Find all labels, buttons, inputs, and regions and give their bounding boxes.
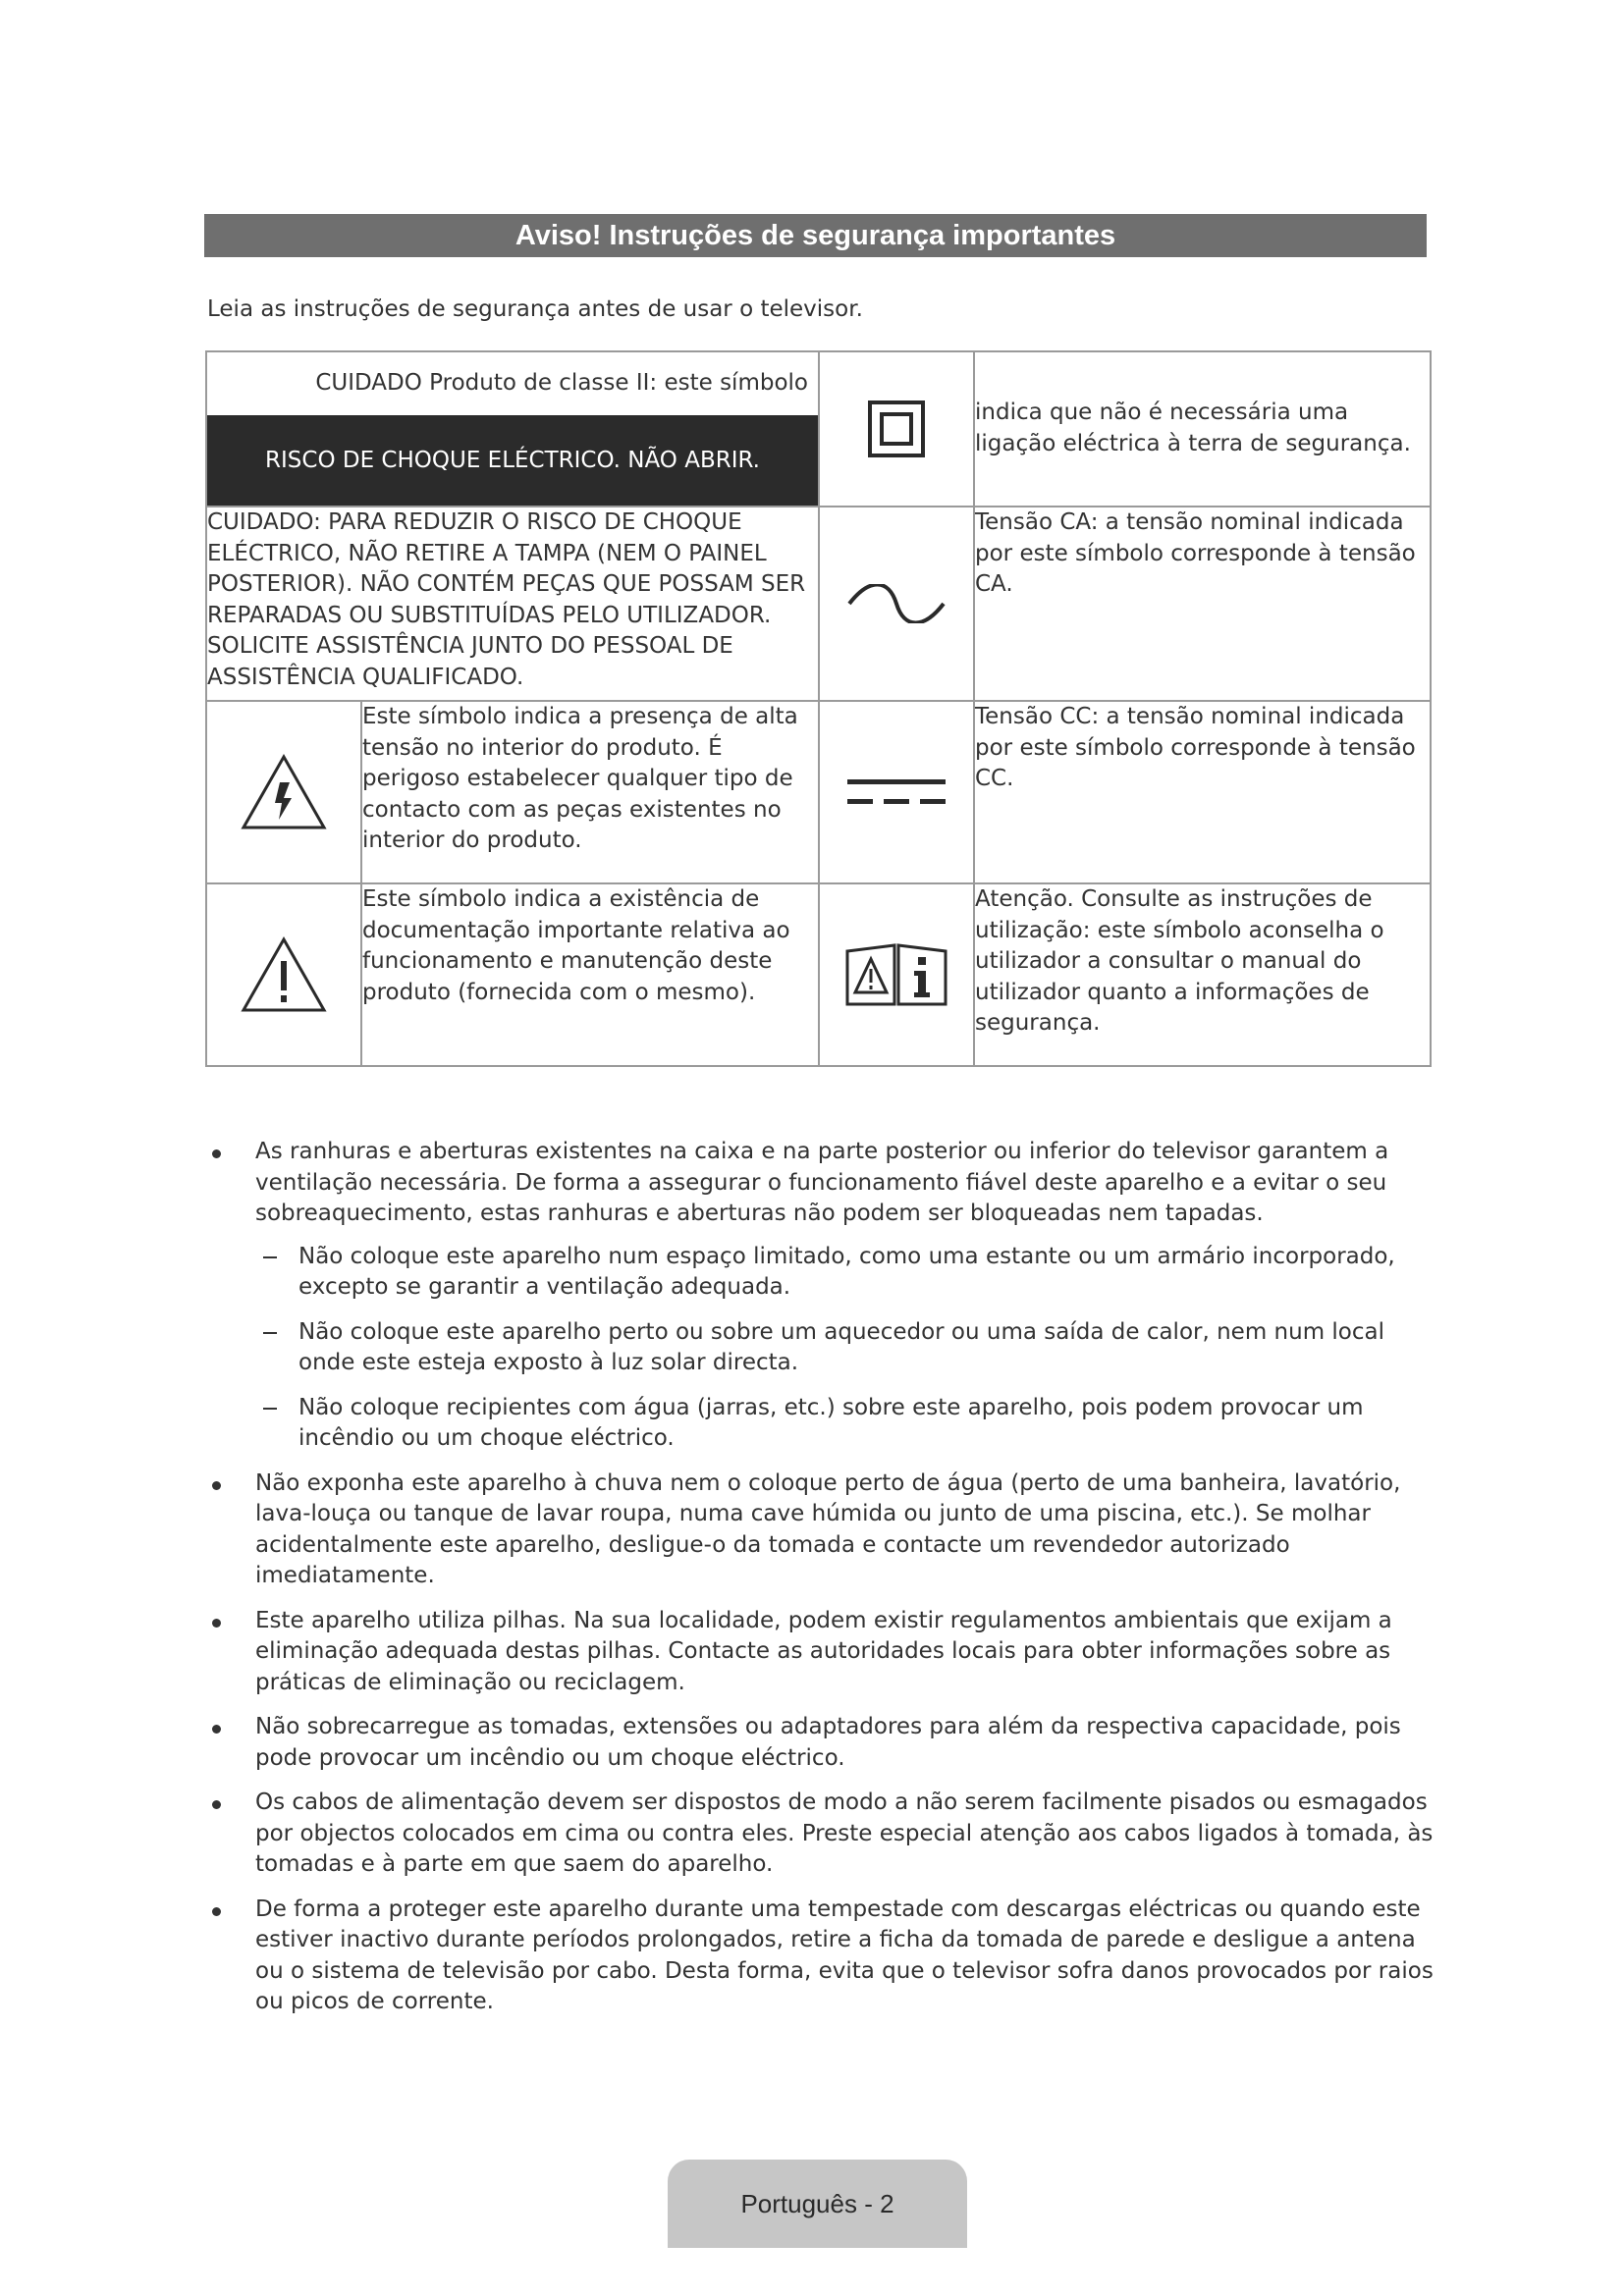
table-row: [206, 883, 1431, 1066]
class2-description: indica que não é necessária uma ligação eléctrica à terra de segurança.: [974, 351, 1431, 507]
safety-symbols-table: [205, 350, 1432, 1067]
high-voltage-icon-cell: [206, 701, 361, 883]
bullet-dot: [212, 1481, 221, 1490]
bullet-text: As ranhuras e aberturas existentes na caixa e na parte posterior ou inferior do televisor garantem a ventilação necessária. De forma a assegurar o funcionamento fiável deste aparelho e a evitar o seu sobreaquecimento, estas ranhuras e aberturas não podem ser bloqueadas nem tapadas.: [255, 1139, 1389, 1226]
bullet-dot: [212, 1800, 221, 1809]
table-row: [206, 701, 1431, 883]
list-item: [206, 1712, 1434, 1774]
risk-of-shock-banner: RISCO DE CHOQUE ELÉCTRICO. NÃO ABRIR.: [207, 415, 818, 506]
exclamation-warning-icon: [240, 935, 328, 1014]
list-item: [206, 1137, 1434, 1455]
documentation-description: Este símbolo indica a existência de documentação importante relativa ao funcionamento e manutenção deste produto (fornecida com o mesmo).: [361, 883, 819, 1066]
dash-marker: [263, 1408, 277, 1410]
high-voltage-description: Este símbolo indica a presença de alta tensão no interior do produto. É perigoso estabelecer qualquer tipo de contacto com as peças existentes no interior do produto.: [361, 701, 819, 883]
dash-marker: [263, 1256, 277, 1258]
dash-marker: [263, 1332, 277, 1334]
open-manual-icon: [843, 941, 949, 1008]
bullet-text: Não exponha este aparelho à chuva nem o coloque perto de água (perto de uma banheira, lavatório, lava-louça ou tanque de lavar roupa, numa cave húmida ou junto de uma piscina, etc.). Se molhar acidentalmente este aparelho, desligue-o da tomada e contacte um revendedor autorizado imediatamente.: [255, 1469, 1401, 1588]
sub-list-item: [255, 1242, 1434, 1304]
dc-symbol-icon: [845, 775, 947, 809]
sub-item-text: Não coloque recipientes com água (jarras, etc.) sobre este aparelho, pois podem provocar um incêndio ou um choque eléctrico.: [298, 1394, 1364, 1451]
bullet-dot: [212, 1619, 221, 1628]
sub-list-item: [255, 1317, 1434, 1379]
class2-icon-cell: [819, 351, 974, 507]
bullet-text: Não sobrecarregue as tomadas, extensões ou adaptadores para além da respectiva capacidade, pois pode provocar um incêndio ou um choque eléctrico.: [255, 1714, 1401, 1771]
ac-wave-icon: [845, 584, 947, 623]
manual-icon-cell: [819, 883, 974, 1066]
list-item: [206, 1606, 1434, 1699]
manual-description: Atenção. Consulte as instruções de utilização: este símbolo aconselha o utilizador a consultar o manual do utilizador quanto a informações de segurança.: [974, 883, 1431, 1066]
page-title: Aviso! Instruções de segurança importantes: [204, 214, 1427, 257]
table-row: [206, 351, 1431, 507]
ac-description: Tensão CA: a tensão nominal indicada por este símbolo corresponde à tensão CA.: [974, 507, 1431, 701]
ac-icon-cell: [819, 507, 974, 701]
bullet-dot: [212, 1149, 221, 1158]
bullet-text: De forma a proteger este aparelho durante uma tempestade com descargas eléctricas ou quando este estiver inactivo durante períodos prolongados, retire a ficha da tomada de parede e desligue a antena ou o sistema de televisão por cabo. Desta forma, evita que o televisor sofra danos provocados por raios ou picos de corrente.: [255, 1896, 1434, 2014]
bullet-text: Este aparelho utiliza pilhas. Na sua localidade, podem existir regulamentos ambientais que exijam a eliminação adequada destas pilhas. Contacte as autoridades locais para obter informações sobre as práticas de eliminação ou reciclagem.: [255, 1607, 1392, 1695]
sub-item-text: Não coloque este aparelho num espaço limitado, como uma estante ou um armário incorporado, excepto se garantir a ventilação adequada.: [298, 1243, 1395, 1300]
sub-list-item: [255, 1393, 1434, 1455]
risk-cell: [206, 351, 819, 507]
sub-item-text: Não coloque este aparelho perto ou sobre um aquecedor ou uma saída de calor, nem num local onde este esteja exposto à luz solar directa.: [298, 1318, 1384, 1375]
list-item: [206, 1788, 1434, 1881]
warning-text: CUIDADO: PARA REDUZIR O RISCO DE CHOQUE ELÉCTRICO, NÃO RETIRE A TAMPA (NEM O PAINEL POSTERIOR). NÃO CONTÉM PEÇAS QUE POSSAM SER REPARADAS OU SUBSTITUÍDAS PELO UTILIZADOR. SOLICITE ASSISTÊNCIA JUNTO DO PESSOAL DE ASSISTÊNCIA QUALIFICADO.: [206, 507, 819, 701]
page-number-tab: Português - 2: [668, 2160, 967, 2248]
list-item: [206, 1468, 1434, 1592]
list-item: [206, 1895, 1434, 2018]
caution-class2-label: CUIDADO Produto de classe II: este símbolo: [315, 370, 808, 396]
sub-list: [255, 1242, 1434, 1455]
table-row: [206, 507, 1431, 701]
dc-icon-cell: [819, 701, 974, 883]
bullet-dot: [212, 1725, 221, 1734]
dc-description: Tensão CC: a tensão nominal indicada por este símbolo corresponde à tensão CC.: [974, 701, 1431, 883]
exclamation-icon-cell: [206, 883, 361, 1066]
safety-bullet-list: [206, 1137, 1434, 2032]
bullet-text: Os cabos de alimentação devem ser dispostos de modo a não serem facilmente pisados ou esmagados por objectos colocados em cima ou contra eles. Preste especial atenção aos cabos ligados à tomada, às tomadas e à parte em que saem do aparelho.: [255, 1789, 1434, 1877]
double-square-icon: [867, 400, 926, 458]
intro-text: Leia as instruções de segurança antes de usar o televisor.: [207, 296, 863, 322]
lightning-warning-icon: [240, 753, 328, 831]
bullet-dot: [212, 1907, 221, 1916]
